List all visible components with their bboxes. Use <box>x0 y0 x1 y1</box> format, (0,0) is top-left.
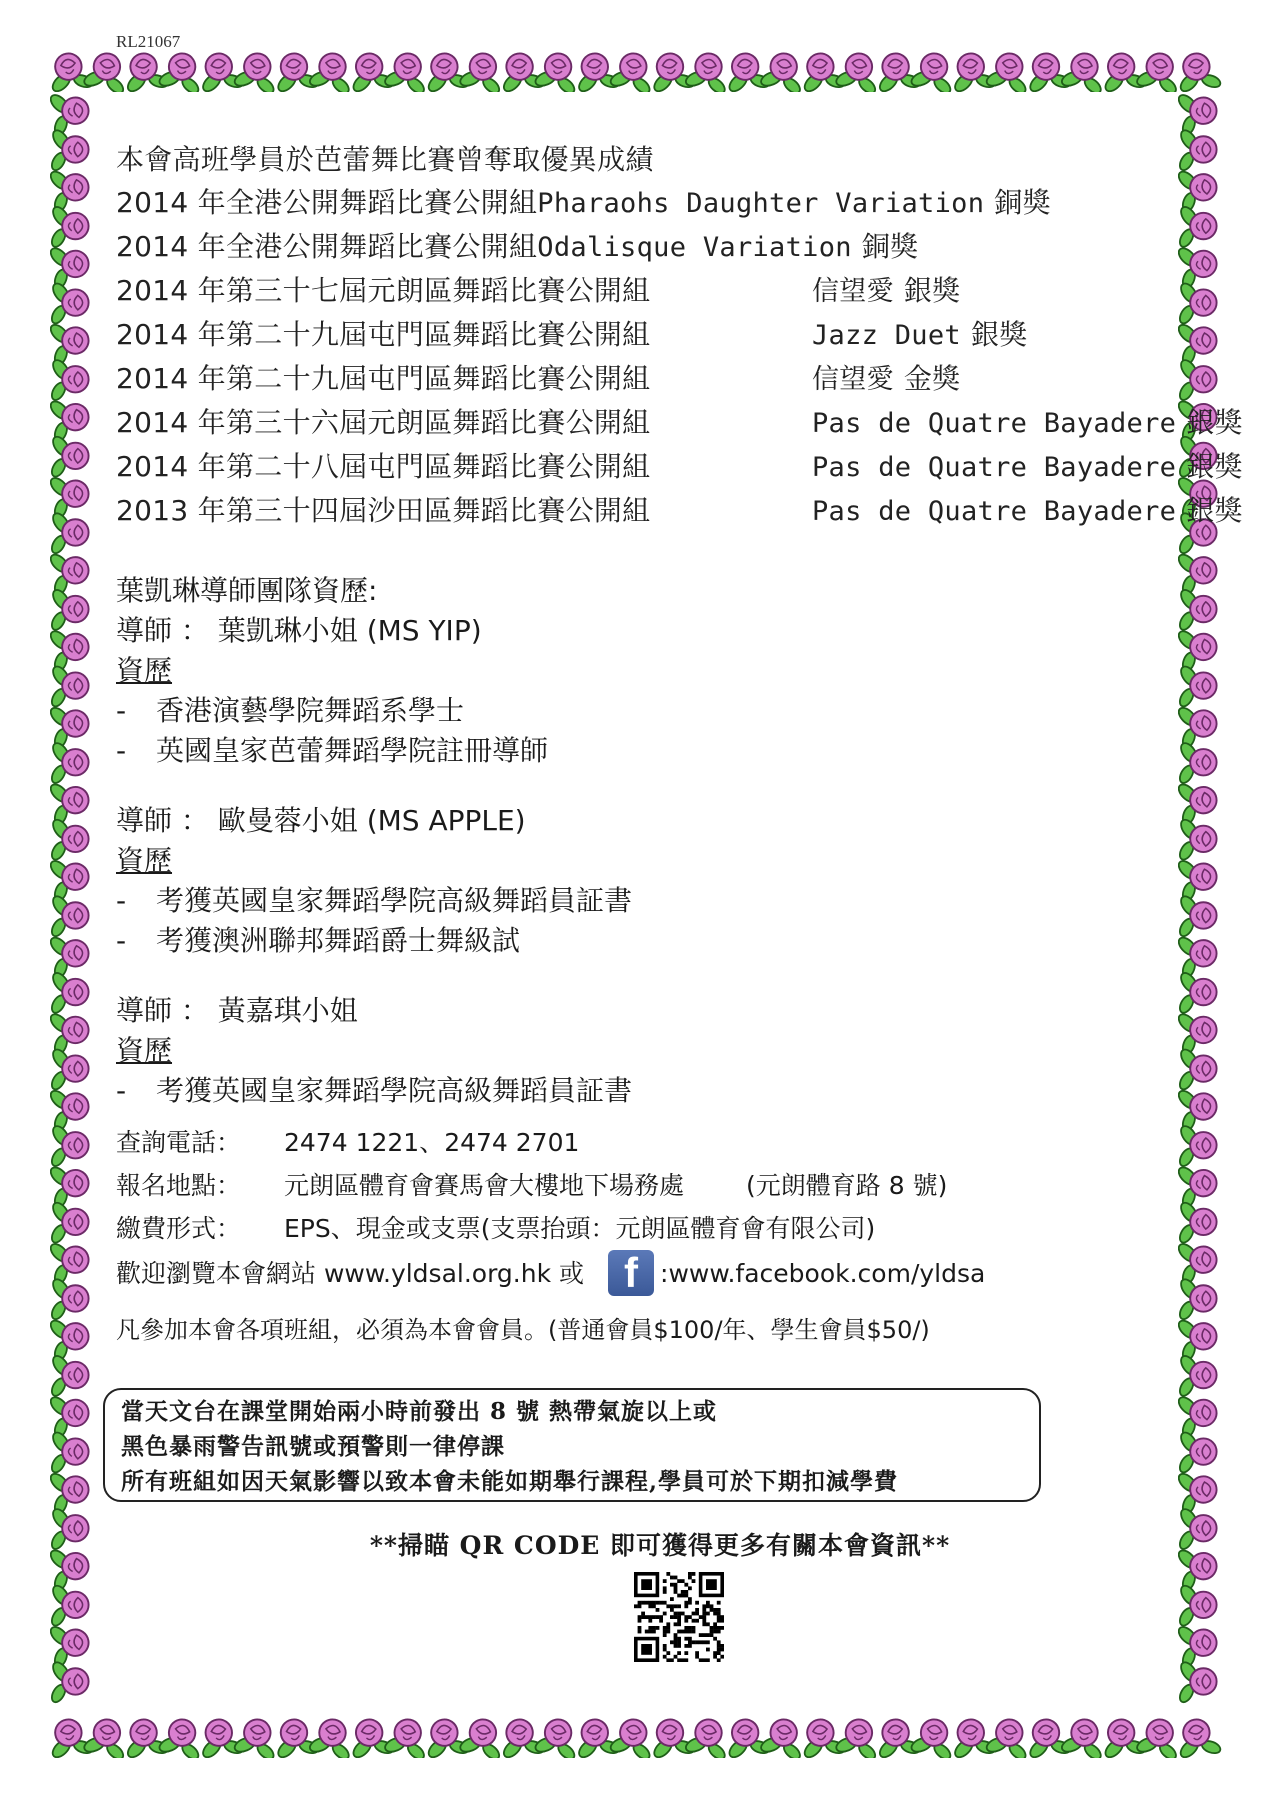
qualification-item <box>116 1071 1156 1111</box>
award-piece: Pas de Quatre Bayadere <box>811 452 1177 483</box>
award-year: 2013 年 <box>116 494 226 527</box>
qualification-label: 資歷 <box>116 1034 173 1067</box>
award-piece: Pas de Quatre Bayadere <box>811 408 1177 439</box>
award-competition: 第二十八屆屯門區舞蹈比賽公開組 <box>225 450 651 483</box>
rose-icon <box>456 1715 508 1758</box>
award-item <box>116 401 1243 445</box>
contact-section <box>116 1121 1156 1296</box>
rose-icon <box>80 49 132 92</box>
rose-icon <box>682 49 734 92</box>
award-prize: 銅獎 <box>861 230 919 263</box>
qualification-text: 考獲英國皇家舞蹈學院高級舞蹈員証書 <box>156 884 633 917</box>
tutor-name: 導師 ： 黃嘉琪小姐 <box>116 994 358 1027</box>
award-piece: Pharaohs Daughter Variation <box>537 188 985 219</box>
rose-icon <box>50 1123 89 1168</box>
award-year: 2014 年 <box>116 450 226 483</box>
award-piece: Jazz Duet <box>811 320 961 351</box>
qualification-item <box>116 731 1156 771</box>
rose-icon <box>381 49 433 92</box>
notice-line-2: 黑色暴雨警告訊號或預警則一律停課 <box>121 1433 505 1460</box>
floral-pattern <box>50 1712 1228 1758</box>
qualification-label: 資歷 <box>116 654 173 687</box>
rose-icon <box>1173 50 1224 92</box>
membership-note: 凡參加本會各項班組，必須為本會會員。(普通會員$100/年、學生會員$50/) <box>116 1316 930 1344</box>
award-year: 2014 年 <box>116 318 226 351</box>
tutor-list <box>116 611 1156 1111</box>
rose-icon <box>1178 1200 1217 1245</box>
award-item <box>116 313 1156 357</box>
rose-icon <box>682 1715 734 1758</box>
qualification-text: 香港演藝學院舞蹈系學士 <box>156 694 465 727</box>
rose-icon <box>757 49 809 92</box>
rose-icon <box>50 1660 89 1705</box>
award-year: 2014 年 <box>116 274 226 307</box>
rose-icon <box>306 49 358 92</box>
award-piece: 信望愛 <box>811 364 894 395</box>
award-competition: 第二十九屆屯門區舞蹈比賽公開組 <box>225 362 651 395</box>
award-item <box>116 269 1156 313</box>
award-competition: 全港公開舞蹈比賽公開組 <box>225 230 538 263</box>
award-year: 2014 年 <box>116 230 226 263</box>
facebook-url[interactable]: :www.facebook.com/yldsa <box>660 1258 986 1288</box>
venue-address: (元朗體育路 8 號) <box>746 1171 948 1200</box>
rose-icon <box>1133 1715 1185 1758</box>
rose-icon <box>50 740 89 785</box>
award-item <box>116 357 1156 401</box>
venue-row <box>116 1164 1156 1207</box>
bullet-dash: - <box>116 694 127 727</box>
award-competition: 第三十七屆元朗區舞蹈比賽公開組 <box>225 274 651 307</box>
rose-icon <box>50 281 89 326</box>
qualification-text: 英國皇家芭蕾舞蹈學院註冊導師 <box>156 734 549 767</box>
rose-icon <box>757 1715 809 1758</box>
rose-icon <box>155 49 207 92</box>
floral-border-right <box>1178 92 1224 1712</box>
rose-icon <box>1178 1353 1217 1398</box>
payment-value: EPS、現金或支票(支票抬頭：元朗區體育會有限公司) <box>284 1214 876 1243</box>
rose-icon <box>1178 970 1217 1015</box>
rose-icon <box>50 128 89 173</box>
rose-icon <box>50 587 89 632</box>
rose-icon <box>1178 1047 1217 1092</box>
award-item <box>116 225 1156 269</box>
rose-icon <box>155 1715 207 1758</box>
rose-icon <box>982 1715 1034 1758</box>
rose-icon <box>230 1715 282 1758</box>
qualification-item <box>116 691 1156 731</box>
award-competition: 全港公開舞蹈比賽公開組 <box>225 186 538 219</box>
award-year: 2014 年 <box>116 406 226 439</box>
rose-icon <box>832 1715 884 1758</box>
floral-pattern <box>50 46 1228 92</box>
rose-icon <box>1178 1506 1217 1551</box>
awards-heading: 本會高班學員於芭蕾舞比賽曾奪取優異成績 <box>116 143 654 176</box>
rose-icon <box>1178 664 1217 709</box>
rose-icon <box>50 1430 89 1475</box>
award-prize: 銀獎 <box>1186 406 1243 439</box>
rose-icon <box>907 1715 959 1758</box>
rose-icon <box>531 1715 583 1758</box>
award-piece: 信望愛 <box>811 276 894 307</box>
rose-icon <box>306 1715 358 1758</box>
rose-icon <box>50 1277 89 1322</box>
floral-border-left <box>50 92 96 1712</box>
award-prize: 銀獎 <box>903 274 961 307</box>
rose-icon <box>982 49 1034 92</box>
bullet-dash: - <box>116 884 127 917</box>
payment-row <box>116 1207 1156 1250</box>
rose-icon <box>1178 1123 1217 1168</box>
rose-icon <box>50 357 89 402</box>
tutor-block <box>116 991 1156 1111</box>
rose-icon <box>1178 587 1217 632</box>
qr-caption: **掃瞄 QR CODE 即可獲得更多有關本會資訊** <box>369 1531 951 1560</box>
award-year: 2014 年 <box>116 362 226 395</box>
rose-icon <box>50 894 89 939</box>
rose-icon <box>50 1200 89 1245</box>
rose-icon <box>606 49 658 92</box>
website-row <box>116 1250 1156 1296</box>
award-prize: 銀獎 <box>1186 494 1243 527</box>
award-competition: 第三十六屆元朗區舞蹈比賽公開組 <box>225 406 651 439</box>
rose-icon <box>606 1715 658 1758</box>
bullet-dash: - <box>116 924 127 957</box>
award-year: 2014 年 <box>116 186 226 219</box>
rose-icon <box>1178 281 1217 326</box>
qualification-item <box>116 881 1156 921</box>
bullet-dash: - <box>116 734 127 767</box>
rose-icon <box>50 1353 89 1398</box>
rose-icon <box>80 1715 132 1758</box>
award-prize: 金獎 <box>903 362 961 395</box>
rose-icon <box>1178 740 1217 785</box>
award-item <box>116 489 1243 533</box>
awards-section <box>116 138 1243 533</box>
floral-pattern <box>1178 92 1224 1712</box>
team-section <box>116 571 1156 1111</box>
facebook-icon[interactable]: f <box>608 1250 654 1296</box>
document-id: RL21067 <box>116 32 181 51</box>
rose-icon <box>1178 204 1217 249</box>
award-piece: Odalisque Variation <box>537 232 852 263</box>
rose-icon <box>531 49 583 92</box>
qualification-text: 考獲英國皇家舞蹈學院高級舞蹈員証書 <box>156 1074 633 1107</box>
venue-value: 元朗區體育會賽馬會大樓地下場務處 <box>284 1171 685 1200</box>
tutor-name: 導師 ： 歐曼蓉小姐 (MS APPLE) <box>116 804 526 837</box>
tutor-block <box>116 611 1156 771</box>
rose-icon <box>1178 1277 1217 1322</box>
rose-icon <box>1178 1583 1217 1628</box>
rose-icon <box>1173 1716 1224 1758</box>
website-text[interactable]: 歡迎瀏覽本會網站 www.yldsal.org.hk 或 <box>116 1258 585 1288</box>
rose-icon <box>50 204 89 249</box>
rose-icon <box>50 434 89 479</box>
floral-border-top <box>50 46 1228 92</box>
rose-icon <box>1133 49 1185 92</box>
rose-icon <box>1178 128 1217 173</box>
rose-icon <box>456 49 508 92</box>
award-piece: Pas de Quatre Bayadere <box>811 496 1177 527</box>
rose-icon <box>230 49 282 92</box>
rose-icon <box>1178 894 1217 939</box>
rose-icon <box>907 49 959 92</box>
rose-icon <box>832 49 884 92</box>
award-item <box>116 445 1243 489</box>
award-item <box>116 181 1156 225</box>
rose-icon <box>1178 1660 1217 1705</box>
flyer-content <box>116 138 1243 1348</box>
bullet-dash: - <box>116 1074 127 1107</box>
qualification-item <box>116 921 1156 961</box>
venue-label: 報名地點： <box>116 1171 242 1200</box>
award-prize: 銀獎 <box>1186 450 1243 483</box>
rose-icon <box>1058 49 1110 92</box>
rose-icon <box>1058 1715 1110 1758</box>
qualification-label: 資歷 <box>116 844 173 877</box>
award-competition: 第二十九屆屯門區舞蹈比賽公開組 <box>225 318 651 351</box>
rose-icon <box>1178 1430 1217 1475</box>
qualification-text: 考獲澳洲聯邦舞蹈爵士舞級試 <box>156 924 521 957</box>
rose-icon <box>50 970 89 1015</box>
weather-notice-box <box>103 1388 1041 1502</box>
phone-row <box>116 1121 1156 1164</box>
rose-icon <box>50 664 89 709</box>
award-prize: 銀獎 <box>970 318 1028 351</box>
rose-icon <box>50 511 89 556</box>
rose-icon <box>381 1715 433 1758</box>
rose-icon <box>1178 357 1217 402</box>
award-competition: 第三十四屆沙田區舞蹈比賽公開組 <box>225 494 651 527</box>
phone-label: 查詢電話： <box>116 1128 242 1157</box>
qr-code[interactable] <box>634 1572 724 1666</box>
qr-code-pattern <box>634 1572 724 1662</box>
floral-pattern <box>50 92 96 1712</box>
award-prize: 銅獎 <box>994 186 1051 219</box>
notice-line-3: 所有班組如因天氣影響以致本會未能如期舉行課程,學員可於下期扣減學費 <box>121 1468 899 1495</box>
rose-icon <box>50 817 89 862</box>
tutor-block <box>116 801 1156 961</box>
notice-line-1: 當天文台在課堂開始兩小時前發出 8 號 熱帶氣旋以上或 <box>121 1398 718 1425</box>
rose-icon <box>50 1583 89 1628</box>
tutor-name: 導師 ： 葉凱琳小姐 (MS YIP) <box>116 614 482 647</box>
awards-list <box>116 181 1243 533</box>
rose-icon <box>50 1506 89 1551</box>
rose-icon <box>50 1047 89 1092</box>
team-heading: 葉凱琳導師團隊資歷: <box>116 574 378 607</box>
phone-value: 2474 1221、2474 2701 <box>284 1128 580 1157</box>
rose-icon <box>1178 817 1217 862</box>
floral-border-bottom <box>50 1712 1228 1758</box>
payment-label: 繳費形式： <box>116 1214 242 1243</box>
